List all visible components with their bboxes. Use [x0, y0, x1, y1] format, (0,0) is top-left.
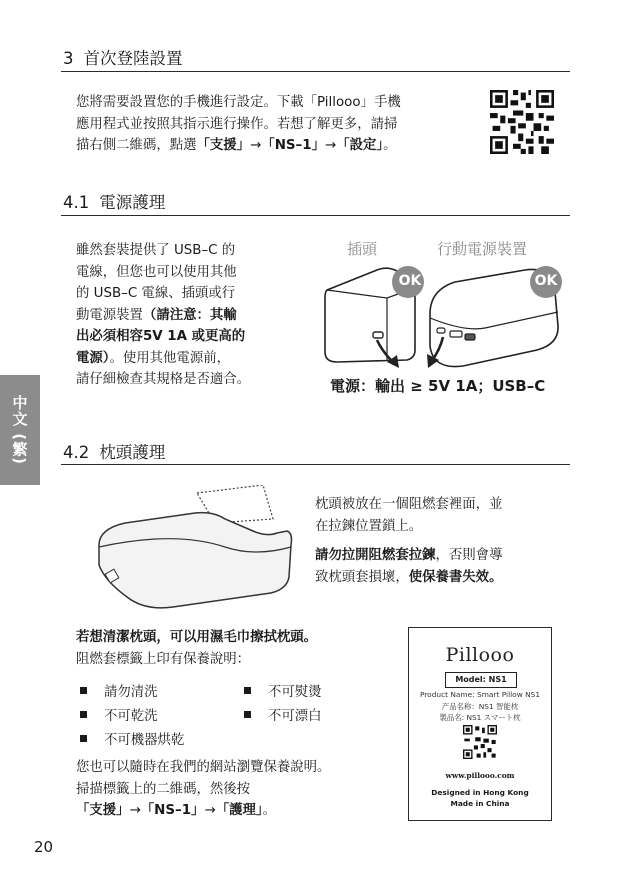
section-3-heading — [63, 45, 183, 69]
paragraph-line: 電源）。使用其他電源前， — [76, 350, 230, 366]
section-divider — [61, 464, 570, 465]
paragraph-line: 您也可以隨時在我們的網站瀏覽保養說明。 — [76, 760, 331, 775]
model-box: Model: NS1 — [445, 672, 517, 688]
section-number: 4.1 — [63, 193, 90, 212]
page-number: 20 — [34, 838, 54, 856]
section-4-2-heading — [63, 439, 165, 463]
qr-code-icon — [490, 90, 554, 154]
section-title: 枕頭護理 — [99, 443, 166, 462]
care-item: 不可乾洗 — [80, 705, 158, 724]
language-tab: 中文 (繁) — [0, 375, 40, 485]
bullet-icon — [80, 735, 87, 742]
product-name: Product Name: Smart Pillow NS1 — [419, 690, 541, 699]
designed-in: Designed in Hong Kong — [431, 788, 529, 797]
care-item: 請勿清洗 — [80, 681, 158, 700]
cleaning-instructions — [76, 627, 317, 670]
section-title: 電源護理 — [99, 193, 166, 212]
website-url: www.pillooo.com — [445, 771, 515, 780]
paragraph-line: 雖然套裝提供了 USB–C 的 — [76, 243, 236, 258]
bullet-icon — [80, 687, 87, 694]
care-label-card — [408, 627, 552, 821]
paragraph-line: 描右側二維碼，點選「支援」→「NS–1」→「設定」。 — [76, 138, 397, 153]
paragraph-line: 的 USB–C 電線、插頭或行 — [76, 286, 236, 301]
paragraph-line: 阻燃套標籤上印有保養說明： — [76, 651, 251, 667]
section-divider — [61, 71, 570, 72]
paragraph-line: 電線，但您也可以使用其他 — [76, 264, 237, 280]
paragraph-line: 請仔細檢查其規格是否適合。 — [76, 372, 251, 387]
qr-code-icon — [463, 725, 497, 759]
product-name-jp: 製品名: NS1 スマート枕 — [439, 713, 521, 722]
paragraph-line: 動電源裝置（請注意：其輸 — [76, 307, 237, 323]
made-in: Made in China — [450, 799, 510, 808]
brand-logo: Pillooo — [445, 644, 515, 666]
pillow-shape — [99, 513, 292, 608]
powerbank-label: 行動電源裝置 — [437, 240, 528, 258]
care-item: 不可熨燙 — [244, 681, 322, 700]
website-instructions — [76, 757, 330, 822]
plug-label: 插頭 — [347, 240, 378, 258]
paragraph-line: 若想清潔枕頭，可以用濕毛巾擦拭枕頭。 — [76, 630, 318, 645]
paragraph-line: 枕頭被放在一個阻燃套裡面，並 — [315, 497, 503, 512]
settings-link-text: 「設定」 — [336, 138, 384, 153]
bullet-icon — [244, 711, 251, 718]
paragraph-line: 在拉鍊位置鎖上。 — [315, 518, 423, 534]
product-name-cn: 产品名称：NS1 智能枕 — [441, 702, 519, 711]
paragraph-line: 「支援」→「NS–1」→「護理」。 — [76, 803, 276, 818]
section-title: 首次登陸設置 — [83, 49, 183, 68]
section-3-paragraph — [76, 92, 401, 157]
section-divider — [61, 215, 570, 216]
section-number: 3 — [63, 49, 74, 68]
ok-badge-text: OK — [534, 273, 558, 289]
ok-badge-text: OK — [398, 273, 422, 289]
bullet-icon — [244, 687, 251, 694]
section-number: 4.2 — [63, 443, 90, 462]
power-spec-caption: 電源：輸出 ≥ 5V 1A；USB–C — [330, 377, 546, 395]
paragraph-line: 應用程式並按照其指示進行操作。若想了解更多，請掃 — [76, 116, 398, 132]
paragraph-line: 請勿拉開阻燃套拉鍊，否則會導 — [315, 548, 503, 563]
paragraph-line: 您將需要設置您的手機進行設定。下載「Pillooo」手機 — [76, 95, 401, 110]
ns1-link-text: 「NS–1」 — [261, 138, 325, 153]
pillow-illustration — [95, 485, 295, 610]
support-link-text: 「支援」 — [196, 138, 251, 153]
zipper-warning — [315, 545, 502, 588]
paragraph-line: 出必須相容5V 1A 或更高的 — [76, 329, 246, 344]
power-care-paragraph — [76, 240, 250, 391]
care-item: 不可漂白 — [244, 705, 322, 724]
paragraph-line: 致枕頭套損壞，使保養書失效。 — [315, 569, 503, 585]
section-4-1-heading — [63, 189, 165, 213]
cover-paragraph — [315, 494, 502, 537]
bullet-icon — [80, 711, 87, 718]
paragraph-line: 掃描標籤上的二維碼，然後按 — [76, 781, 251, 797]
care-item: 不可機器烘乾 — [80, 729, 184, 748]
